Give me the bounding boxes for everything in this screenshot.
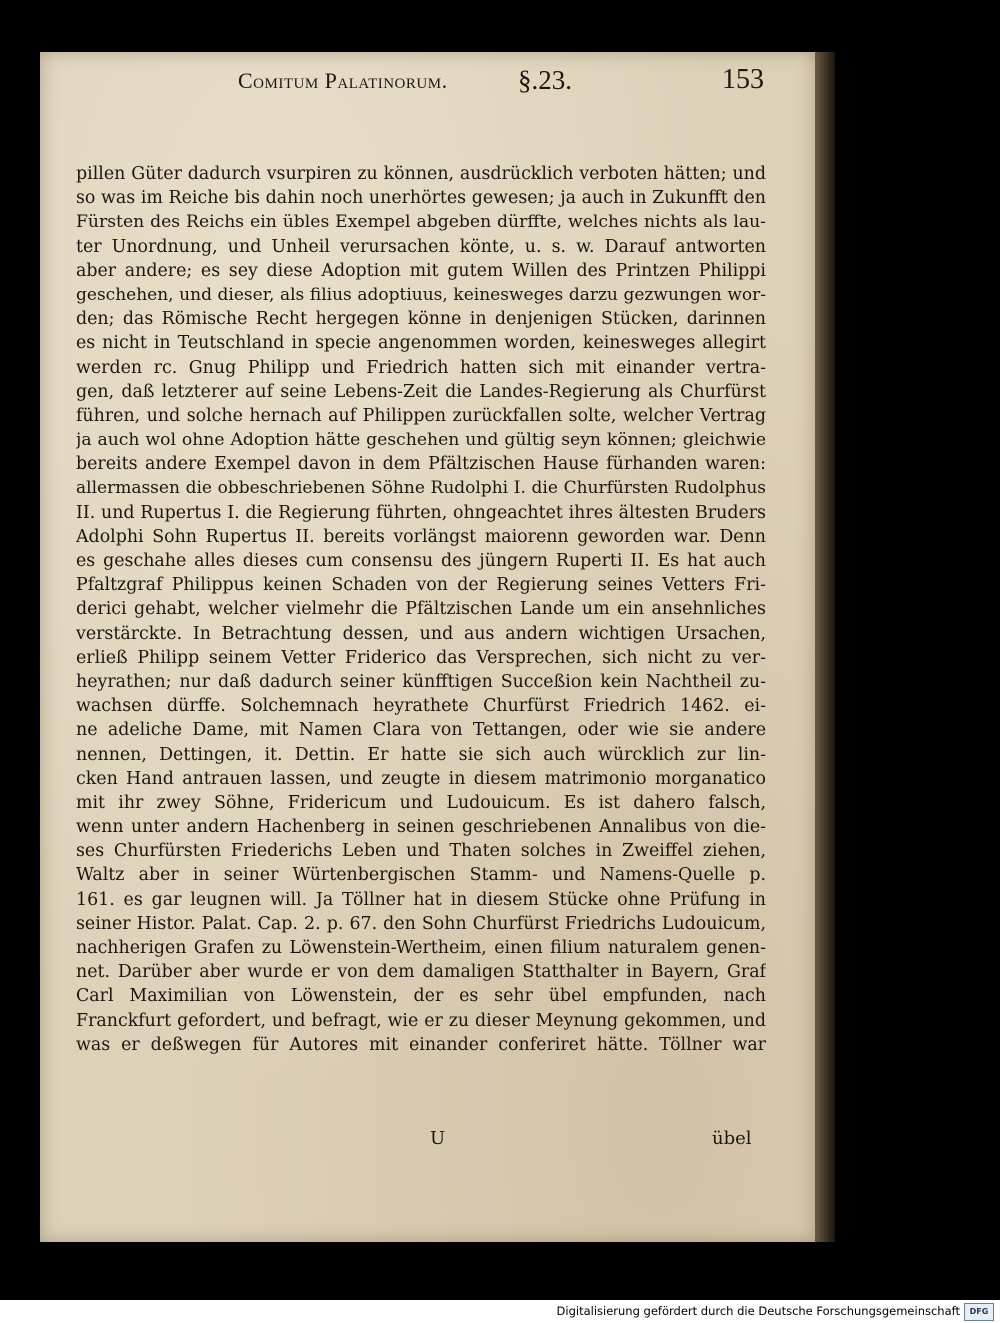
text-line: nennen, Dettingen, it. Dettin. Er hatte sie sich auch würcklich zur lin- (76, 744, 766, 765)
text-line: ja auch wol ohne Adoption hätte geschehen und gültig seyn können; gleichwie (76, 430, 766, 451)
text-line: wachsen dürffe. Solchemnach heyrathete Churfürst Friedrich 1462. ei- (76, 696, 766, 717)
page-number: 153 (722, 64, 764, 95)
text-line: Fürsten des Reichs ein übles Exempel abgeben dürffte, welches nichts als lau- (76, 212, 766, 233)
text-line: ne adeliche Dame, mit Namen Clara von Tettangen, oder wie sie andere (76, 720, 766, 741)
page-header (190, 66, 800, 98)
text-line: den; das Römische Recht hergegen könne in denjenigen Stücken, darinnen (76, 309, 766, 330)
footer-bar (0, 1300, 1000, 1323)
text-line: 161. es gar leugnen will. Ja Töllner hat in diesem Stücke ohne Prüfung in (76, 889, 766, 910)
text-line: Waltz aber in seiner Würtenbergischen Stamm- und Namens-Quelle p. (76, 865, 766, 886)
text-line: net. Darüber aber wurde er von dem damaligen Statthalter in Bayern, Graf (76, 962, 766, 983)
running-title: Comitum Palatinorum. (238, 68, 448, 93)
text-line: nachherigen Grafen zu Löwenstein-Wertheim, einen filium naturalem genen- (76, 938, 766, 958)
text-line: was er deßwegen für Autores mit einander conferiret hätte. Töllner war (76, 1034, 766, 1055)
text-line: II. und Rupertus I. die Regierung führten, ohngeachtet ihres ältesten Bruders (76, 502, 766, 523)
text-line: erließ Philipp seinem Vetter Friderico das Versprechen, sich nicht zu ver- (76, 647, 766, 668)
text-line: es geschahe alles dieses cum consensu des jüngern Ruperti II. Es hat auch (76, 551, 766, 571)
text-line: wenn unter andern Hachenberg in seinen geschriebenen Annalibus von die- (76, 817, 766, 838)
text-line: gen, daß letzterer auf seine Lebens-Zeit die Landes-Regierung als Churfürst (76, 381, 766, 402)
page-edge-shadow (815, 52, 835, 1242)
text-line: aber andere; es sey diese Adoption mit gutem Willen des Printzen Philippi (76, 260, 766, 281)
dfg-logo-icon: DFG (964, 1303, 994, 1321)
text-line: derici gehabt, welcher vielmehr die Pfältzischen Lande um ein ansehnliches (76, 599, 766, 620)
text-line: heyrathen; nur daß dadurch seiner künfftigen Succeßion kein Nachtheil zu- (76, 671, 766, 692)
text-line: führen, und solche hernach auf Philippen zurückfallen solte, welcher Vertrag (76, 405, 766, 426)
text-line: bereits andere Exempel davon in dem Pfältzischen Hause fürhanden waren: (76, 454, 766, 475)
text-line: verstärckte. In Betrachtung dessen, und aus andern wichtigen Ursachen, (76, 623, 766, 644)
text-line: seiner Histor. Palat. Cap. 2. p. 67. den Sohn Churfürst Friedrichs Ludouicum, (76, 913, 766, 934)
text-line: es nicht in Teutschland in specie angenommen worden, keinesweges allegirt (76, 333, 766, 354)
text-line: ter Unordnung, und Unheil verursachen könte, u. s. w. Darauf antworten (76, 236, 766, 257)
text-line: ses Churfürsten Friederichs Leben und Thaten solches in Zweiffel ziehen, (76, 841, 766, 862)
text-line: mit ihr zwey Söhne, Fridericum und Ludouicum. Es ist dahero falsch, (76, 792, 766, 813)
signature-mark: U (430, 1128, 446, 1149)
section-number: §.23. (518, 65, 572, 95)
text-line: Franckfurt gefordert, und befragt, wie er zu dieser Meynung gekommen, und (76, 1010, 766, 1031)
text-line: cken Hand antrauen lassen, und zeugte in diesem matrimonio morganatico (76, 768, 766, 789)
footer-credit: Digitalisierung gefördert durch die Deutsche Forschungsgemeinschaft (556, 1304, 960, 1318)
body-text (76, 162, 766, 1057)
catchword: übel (712, 1128, 752, 1149)
text-line: werden rc. Gnug Philipp und Friedrich hatten sich mit einander vertra- (76, 357, 766, 378)
text-line: Pfaltzgraf Philippus keinen Schaden von der Regierung seines Vetters Fri- (76, 575, 766, 596)
text-line: pillen Güter dadurch vsurpiren zu können, ausdrücklich verboten hätten; und (76, 164, 766, 184)
text-line: Carl Maximilian von Löwenstein, der es sehr übel empfunden, nach (76, 986, 766, 1007)
text-line: allermassen die obbeschriebenen Söhne Rudolphi I. die Churfürsten Rudolphus (76, 478, 766, 499)
text-line: so was im Reiche bis dahin noch unerhörtes gewesen; ja auch in Zukunfft den (76, 188, 766, 209)
text-line: Adolphi Sohn Rupertus II. bereits vorlängst maiorenn geworden war. Denn (76, 526, 766, 547)
text-line: geschehen, und dieser, als filius adoptiuus, keinesweges darzu gezwungen wor- (76, 284, 766, 305)
